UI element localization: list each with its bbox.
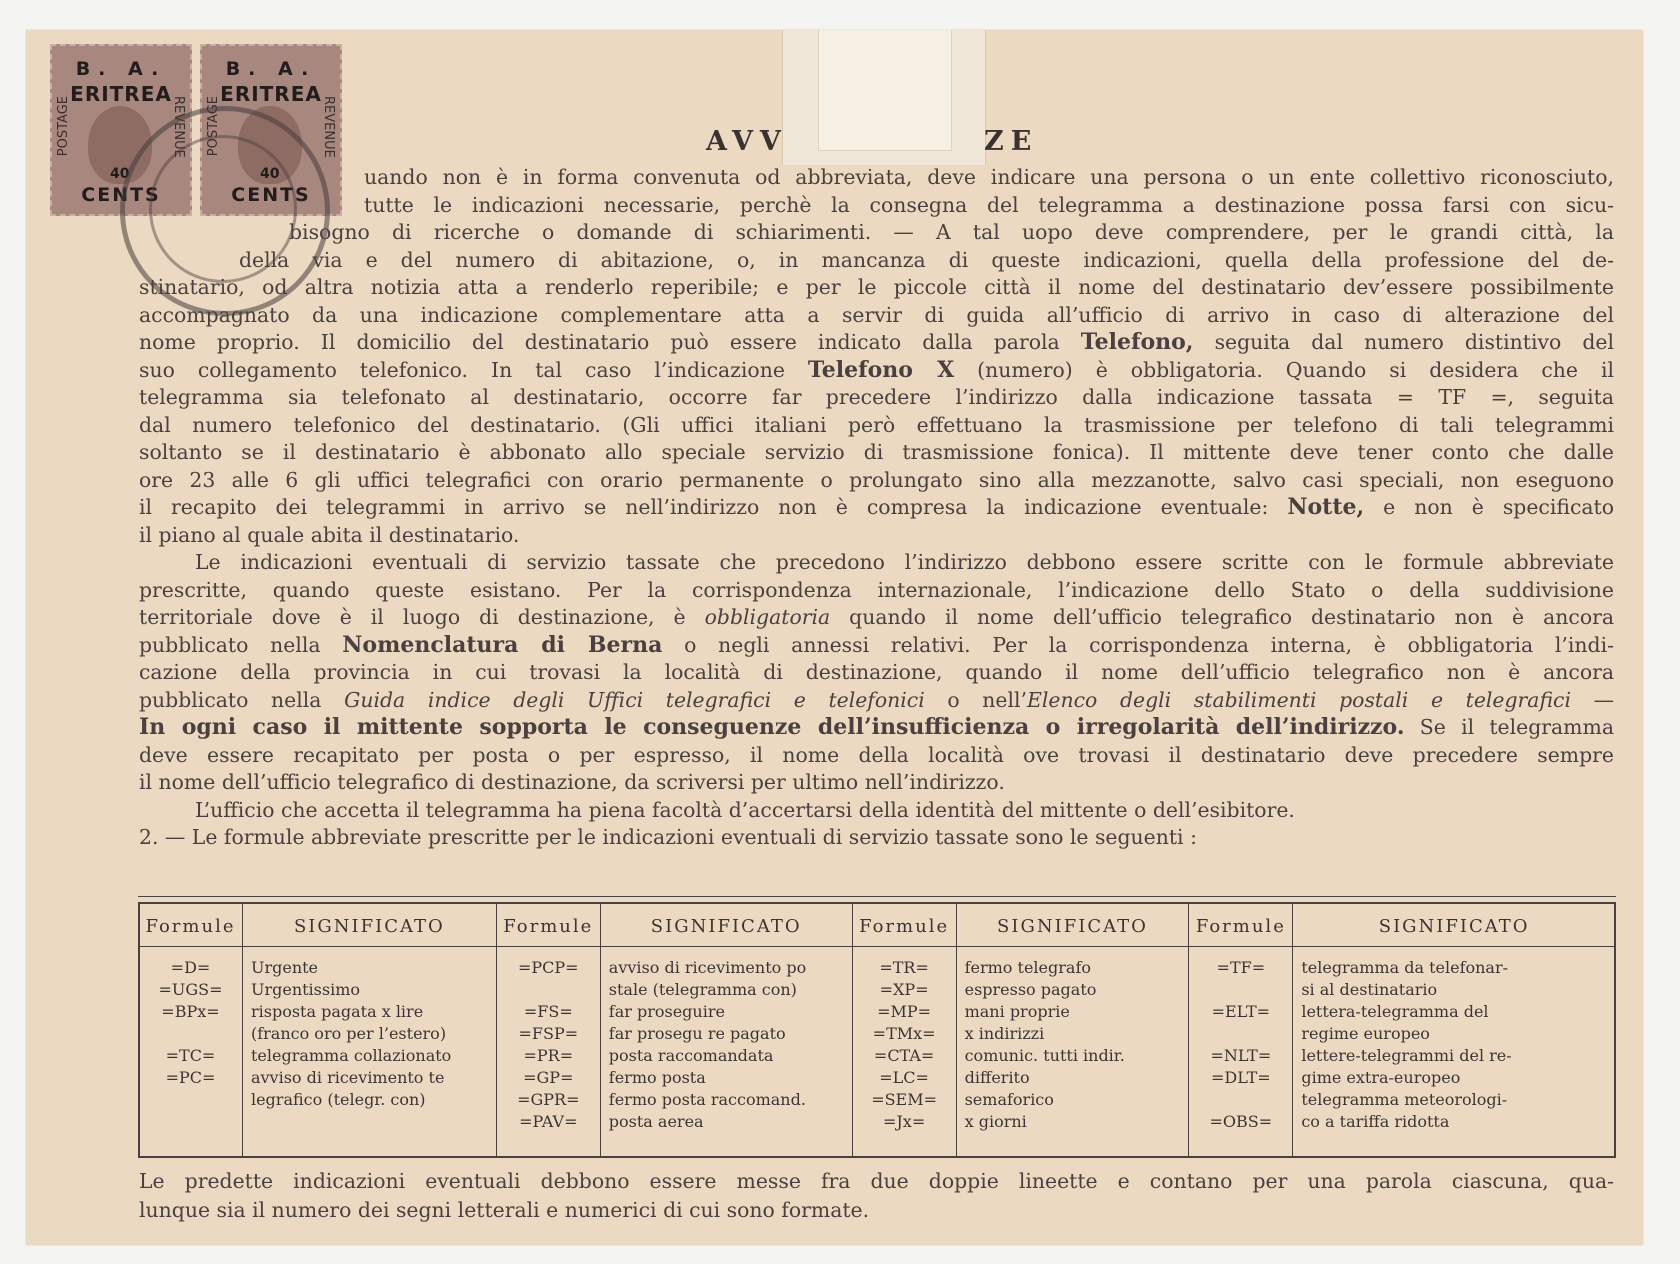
formula-code <box>1197 1023 1284 1045</box>
formula-meaning: far proseguire <box>608 1002 725 1021</box>
text-line: stinatario, od altra notizia atta a renderlo reperibile; e per le piccole città il nome del destinatario dev’essere possibilmente <box>139 275 1614 299</box>
formule-col-2 <box>496 947 600 1159</box>
formula-code: =MP= <box>877 1002 932 1021</box>
bold-term-telefono-x: Telefono X <box>807 356 955 383</box>
stamp-overprint-top: B. A. <box>75 58 167 80</box>
header-formule-2: Formule <box>496 903 600 947</box>
stamp-cents: CENTS <box>81 184 161 206</box>
title-fragment-left: AVV <box>706 126 788 157</box>
adhesive-tape <box>782 30 986 165</box>
formula-meaning: x indirizzi <box>964 1024 1045 1043</box>
text-line <box>139 632 1614 660</box>
bold-term-telefono: Telefono, <box>1080 329 1194 355</box>
formula-code: =Jx= <box>882 1112 926 1131</box>
formula-meaning: posta aerea <box>608 1112 704 1131</box>
formula-code: =ELT= <box>1211 1002 1271 1021</box>
text-segment: o nell’ <box>947 687 1028 712</box>
formula-code: =NLT= <box>1210 1046 1272 1065</box>
text-segment: nome proprio. Il domicilio del destinatario può essere indicato dalla parola <box>139 330 1060 354</box>
formula-code: =TMx= <box>872 1024 936 1043</box>
header-formule-1: Formule <box>139 903 243 947</box>
stamp-value: 40 <box>260 166 280 182</box>
formula-meaning: telegramma da telefonar- <box>1301 958 1509 977</box>
formula-code: =PR= <box>523 1046 574 1065</box>
formula-code: =FS= <box>523 1002 573 1021</box>
formula-meaning: co a tariffa ridotta <box>1301 1112 1450 1131</box>
formula-code: =XP= <box>879 980 929 999</box>
text-line <box>139 604 1614 632</box>
bold-warning: In ogni caso il mittente sopporta le conseguenze dell’insufficienza o irregolarità dell’indirizzo. <box>139 714 1405 740</box>
text-line: dal numero telefonico del destinatario. (Gli uffici italiani però effettuano la trasmissione per telefono di tali telegrammi <box>139 412 1614 437</box>
formule-table <box>138 902 1616 1158</box>
text-line: bisogno di ricerche o domande di schiarimenti. — A tal uopo deve comprendere, per le grandi città, la <box>289 220 1614 244</box>
formula-meaning: risposta pagata x lire <box>250 1002 424 1021</box>
text-line: deve essere recapitato per posta o per espresso, il nome della località ove trovasi il destinatario deve precedere sempre <box>139 742 1614 767</box>
stamp-overprint-name: ERITREA <box>70 82 172 106</box>
formula-code: =TC= <box>165 1046 216 1065</box>
formula-meaning: (franco oro per l’estero) <box>250 1024 447 1043</box>
formula-meaning: telegramma meteorologi- <box>1301 1090 1508 1109</box>
significato-col-4 <box>1293 947 1616 1159</box>
text-line: Le indicazioni eventuali di servizio tassate che precedono l’indirizzo debbono essere scritte con le formule abbreviate <box>195 550 1614 574</box>
text-line <box>139 357 1614 385</box>
formula-meaning: telegramma collazionato <box>250 1046 452 1065</box>
italic-term: Elenco degli stabilimenti postali e telegrafici <box>1027 687 1571 712</box>
text-segment: suo collegamento telefonico. In tal caso l’indicazione <box>139 357 785 382</box>
text-line <box>139 329 1614 357</box>
text-line: lunque sia il numero dei segni letterali e numerici di cui sono formate. <box>139 1198 870 1222</box>
text-line: 2. — Le formule abbreviate prescritte per le indicazioni eventuali di servizio tassate sono le seguenti : <box>139 825 1197 849</box>
formula-meaning: Urgentissimo <box>250 980 361 999</box>
table-top-rule <box>138 896 1616 897</box>
formula-code: =PAV= <box>519 1112 578 1131</box>
formula-code <box>505 979 592 1001</box>
formula-code: =PC= <box>165 1068 216 1087</box>
bold-term-nomenclatura: Nomenclatura di Berna <box>342 631 663 658</box>
text-segment: pubblicato nella <box>139 632 321 657</box>
formula-meaning: legrafico (telegr. con) <box>250 1090 426 1109</box>
text-segment: e non è specificato <box>1383 495 1615 519</box>
formula-code: =PCP= <box>518 958 579 977</box>
text-segment: — <box>1593 687 1615 712</box>
tape-inner <box>818 30 952 151</box>
text-segment: il recapito dei telegrammi in arrivo se nell’indirizzo non è compresa la indicazione eventuale: <box>139 495 1269 519</box>
formula-code: =TR= <box>879 958 929 977</box>
document-sheet <box>26 30 1643 1245</box>
italic-term: obbligatoria <box>704 605 831 629</box>
formula-code: =TF= <box>1216 958 1266 977</box>
formula-meaning: mani proprie <box>964 1002 1070 1021</box>
formula-meaning: si al destinatario <box>1301 980 1438 999</box>
formula-code <box>1197 979 1284 1001</box>
text-line: il nome dell’ufficio telegrafico di destinazione, da scriversi per ultimo nell’indirizzo. <box>139 770 1005 794</box>
formula-meaning: avviso di ricevimento po <box>608 958 807 977</box>
significato-col-3 <box>956 947 1189 1159</box>
header-formule-4: Formule <box>1189 903 1293 947</box>
stamp-side-right: REVENUE <box>321 96 336 158</box>
formula-meaning: Urgente <box>250 958 319 977</box>
text-segment: territoriale dove è il luogo di destinazione, è <box>139 605 686 629</box>
formula-code: =DLT= <box>1211 1068 1271 1087</box>
text-line <box>139 714 1614 742</box>
formula-meaning: posta raccomandata <box>608 1046 774 1065</box>
formula-code: =BPx= <box>161 1002 220 1021</box>
formula-meaning: lettere-telegrammi del re- <box>1301 1046 1512 1065</box>
formula-meaning: regime europeo <box>1301 1024 1430 1043</box>
text-line: accompagnato da una indicazione complementare atta a servir di guida all’ufficio di arrivo in caso di alterazione del <box>139 302 1614 327</box>
header-significato-4: SIGNIFICATO <box>1293 903 1616 947</box>
text-line <box>139 494 1614 522</box>
formula-meaning: differito <box>964 1068 1030 1087</box>
formula-meaning: fermo posta raccomand. <box>608 1090 806 1109</box>
text-line: L’ufficio che accetta il telegramma ha piena facoltà d’accertarsi della identità del mittente o dell’esibitore. <box>195 797 1295 822</box>
text-line: tutte le indicazioni necessarie, perchè la consegna del telegramma a destinazione possa farsi con sicu- <box>364 192 1614 217</box>
text-line: cazione della provincia in cui trovasi la località di destinazione, quando il nome dell’ufficio telegrafico non è ancora <box>139 660 1614 684</box>
formula-meaning: x giorni <box>964 1112 1027 1131</box>
stamp-overprint-name: ERITREA <box>220 82 322 106</box>
formule-col-3 <box>852 947 956 1159</box>
text-segment: (numero) è obbligatoria. Quando si desidera che il <box>977 357 1615 382</box>
formula-meaning: semaforico <box>964 1090 1054 1109</box>
formula-meaning: gime extra-europeo <box>1301 1068 1461 1087</box>
formula-code: =CTA= <box>873 1046 935 1065</box>
italic-term: Guida indice degli Uffici telegrafici e telefonici <box>344 687 925 712</box>
stamp-side-left: POSTAGE <box>206 96 221 157</box>
text-line: Le predette indicazioni eventuali debbono essere messe fra due doppie lineette e contano per una parola ciascuna, qua- <box>139 1169 1614 1193</box>
stamp-side-left: POSTAGE <box>56 96 71 157</box>
text-line: telegramma sia telefonato al destinatario, occorre far precedere l’indirizzo dalla indicazione tassata = TF =, seguita <box>139 385 1614 409</box>
text-line <box>139 687 1614 715</box>
stamp-cents: CENTS <box>231 184 311 206</box>
formule-col-4 <box>1189 947 1293 1159</box>
text-segment: Se il telegramma <box>1419 715 1614 739</box>
stamp-value: 40 <box>110 166 130 182</box>
text-line: prescritte, quando queste esistano. Per la corrispondenza internazionale, l’indicazione dello Stato o della suddivisione <box>139 577 1614 602</box>
text-line: soltanto se il destinatario è abbonato allo speciale servizio di trasmissione fonica). Il mittente deve tener conto che dalle <box>139 440 1614 464</box>
text-line: uando non è in forma convenuta od abbreviata, deve indicare una persona o un ente collettivo riconosciuto, <box>364 165 1614 189</box>
header-formule-3: Formule <box>852 903 956 947</box>
formule-table-grid <box>138 902 1616 1158</box>
text-segment: quando il nome dell’ufficio telegrafico destinatario non è ancora <box>849 605 1614 629</box>
header-significato-3: SIGNIFICATO <box>956 903 1189 947</box>
formula-code: =GPR= <box>517 1090 580 1109</box>
formula-meaning: avviso di ricevimento te <box>250 1068 445 1087</box>
formula-code: =FSP= <box>518 1024 579 1043</box>
formula-code: =D= <box>170 958 211 977</box>
stamp-overprint-top: B. A. <box>225 58 317 80</box>
formula-meaning: espresso pagato <box>964 980 1097 999</box>
text-segment: pubblicato nella <box>139 687 322 712</box>
text-line: il piano al quale abita il destinatario. <box>139 522 520 547</box>
formula-meaning: comunic. tutti indir. <box>964 1046 1125 1065</box>
bold-term-notte: Notte, <box>1287 494 1365 520</box>
formula-meaning: far prosegu re pagato <box>608 1024 786 1043</box>
formula-code: =OBS= <box>1209 1112 1273 1131</box>
formula-meaning: fermo telegrafo <box>964 958 1091 977</box>
formula-code: =SEM= <box>871 1090 938 1109</box>
text-line: ore 23 alle 6 gli uffici telegrafici con orario permanente o prolungato sino alla mezzanotte, salvo casi speciali, non eseguono <box>139 467 1614 492</box>
stamp-side-right: REVENUE <box>171 96 186 158</box>
formula-meaning: stale (telegramma con) <box>608 980 797 999</box>
formula-meaning: lettera-telegramma del <box>1301 1002 1489 1021</box>
formule-col-1 <box>139 947 243 1159</box>
header-significato-1: SIGNIFICATO <box>242 903 496 947</box>
instructions-body <box>139 164 1614 852</box>
text-segment: o negli annessi relativi. Per la corrispondenza interna, è obbligatoria l’indi- <box>684 632 1615 657</box>
closing-paragraph <box>139 1167 1614 1225</box>
significato-col-2 <box>600 947 852 1159</box>
formula-code <box>147 1023 234 1045</box>
significato-col-1 <box>242 947 496 1159</box>
formula-code: =GP= <box>523 1068 574 1087</box>
text-segment: seguita dal numero distintivo del <box>1214 330 1615 354</box>
formula-code: =LC= <box>879 1068 929 1087</box>
formula-code: =UGS= <box>158 980 223 999</box>
text-line: della via e del numero di abitazione, o, in mancanza di queste indicazioni, quella della professione del de- <box>239 247 1614 272</box>
formula-meaning: fermo posta <box>608 1068 706 1087</box>
formula-code <box>1197 1089 1284 1111</box>
title-fragment-right: ZE <box>984 126 1039 157</box>
header-significato-2: SIGNIFICATO <box>600 903 852 947</box>
